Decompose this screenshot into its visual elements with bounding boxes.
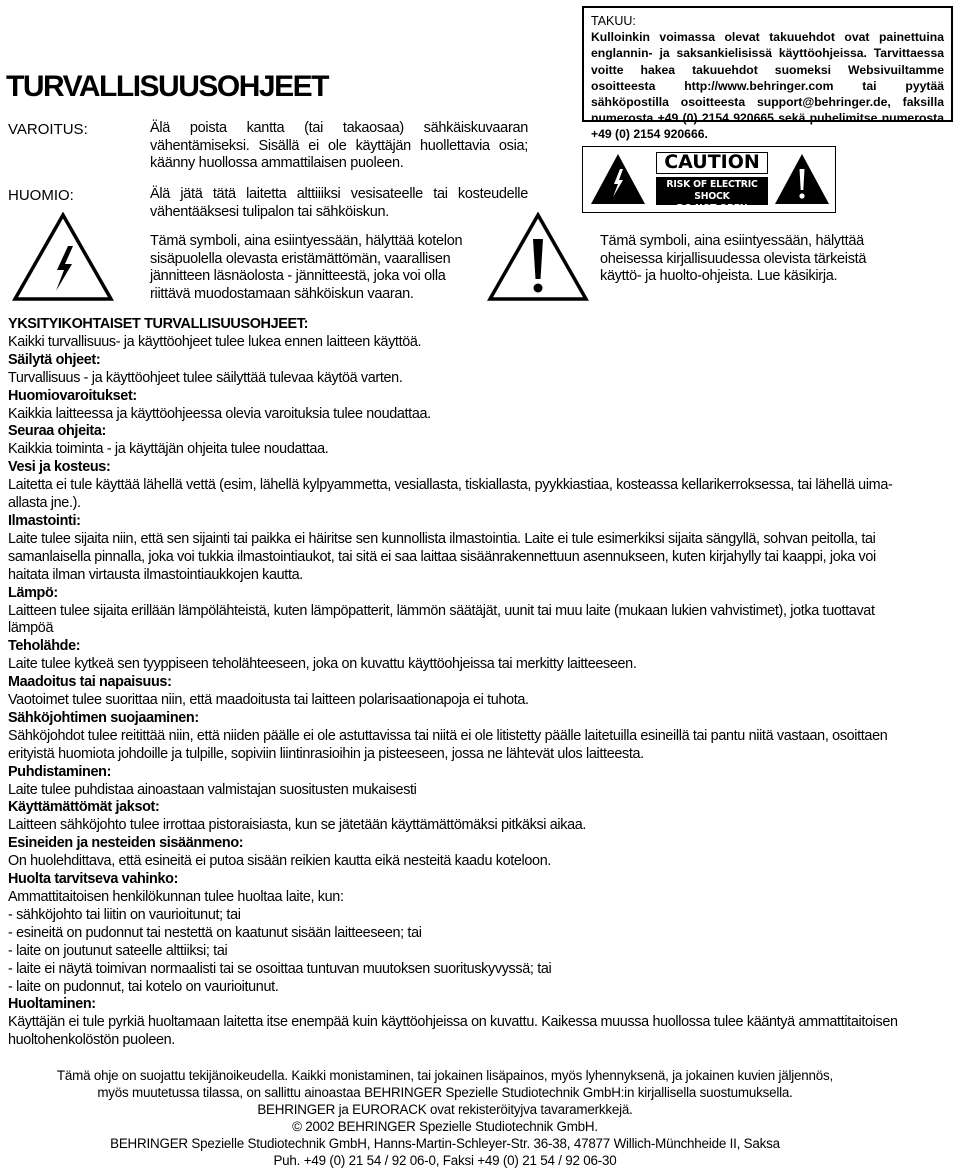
warning-label: VAROITUS: [8,121,88,138]
section-body: Laite tulee puhdistaa ainoastaan valmistajan suositusten mukaisesti [8,781,417,798]
section-title: Huomiovaroitukset: [8,387,137,404]
copyright-footer [0,1067,890,1169]
exclamation-warning-icon [487,212,589,302]
section-title: Esineiden ja nesteiden sisäänmeno: [8,835,244,852]
damage-list-item: - esineitä on pudonnut tai nestettä on kaatunut sisään laitteeseen; tai [8,924,422,941]
section-body: Kaikkia laitteessa ja käyttöohjeessa olevia varoituksia tulee noudattaa. [8,405,431,422]
section-title: Ilmastointi: [8,512,81,529]
lightning-symbol-text: Tämä symboli, aina esiintyessään, hälyttää kotelon sisäpuolella olevasta eristämättömän, vaarallisen jännitteen läsnäolosta - jännitteestä, joka voi olla riittävä muodostamaan sähköiskun vaaran. [150,233,463,302]
section-body: Laitteen tulee sijaita erillään lämpölähteistä, kuten lämpöpatterit, lämmön säätäjät, uunit tai muu laite (mukaan lukien vahvistimet), jotka tuottavat lämpöä [8,602,875,637]
warranty-box [582,6,953,142]
detailed-intro: Kaikki turvallisuus- ja käyttöohjeet tulee lukea ennen laitteen käyttöä. [8,333,422,350]
servicing-body: Käyttäjän ei tule pyrkiä huoltamaan laitetta itse enempää kuin käyttöohjeissa on kuvattu. Kaikessa muussa huollossa tulee kääntyä ammattitaitoisen huoltohenkolöstön puoleen. [8,1014,898,1049]
section-body: Kaikkia toiminta - ja käyttäjän ohjeita tulee noudattaa. [8,441,329,458]
footer-line: © 2002 BEHRINGER Spezielle Studiotechnik GmbH. [292,1119,598,1134]
notice-text: Älä jätä tätä laitetta alttiiiksi vesisateelle tai kosteudelle vähentääksesi tulipalon tai sähköiskun. [150,186,528,220]
exclamation-symbol-text: Tämä symboli, aina esiintyessään, hälyttää oheisessa kirjallisuudessa olevista tärkeistä käyttö- ja huolto-ohjeista. Lue käsikirja. [600,233,867,284]
section-body: Laite tulee kytkeä sen tyyppiseen teholähteeseen, joka on kuvattu käyttöohjeissa tai merkitty laitteeseen. [8,656,637,673]
warranty-text: Kulloinkin voimassa olevat takuuehdot ovat painettuina englannin- ja saksankielisissä käyttöohjeissa. Tarvittaessa voitte hakea takuuehdot suomeksi Websivuiltamme osoitteesta http://www.behringer.com tai pyytää sähköpostilla osoitteesta support@behringer.de, faksilla numerosta +49 (0) 2154 920665 sekä puhelimitse numerosta +49 (0) 2154 920666. [591,30,944,142]
caution-subtext [656,177,768,214]
detailed-instructions [8,316,898,1050]
damage-list-item: - laite on joutunut sateelle alttiiksi; tai [8,942,228,959]
caution-lightning-icon [589,152,647,206]
section-title: Huolta tarvitseva vahinko: [8,871,179,888]
section-body: Turvallisuus - ja käyttöohjeet tulee säilyttää tulevaa käytöä varten. [8,369,403,386]
section-title: Vesi ja kosteus: [8,459,111,476]
section-title: Teholähde: [8,638,81,655]
section-title: Säilytä ohjeet: [8,351,101,368]
footer-line: Puh. +49 (0) 21 54 / 92 06-0, Faksi +49 (0) 21 54 / 92 06-30 [273,1153,617,1168]
warning-text: Älä poista kantta (tai takaosaa) sähkäiskuvaaran vähentämiseksi. Sisällä ei ole käyttäjän huollettavia osia; käänny huollossa ammattilaisen puoleen. [150,120,528,171]
section-title: Puhdistaminen: [8,763,112,780]
section-body: On huolehdittava, että esineitä ei putoa sisään reikien kautta eikä nesteitä kaadu koteloon. [8,853,552,870]
section-title: Lämpö: [8,584,58,601]
caution-word: CAUTION [656,152,768,174]
detailed-heading: YKSITYIKOHTAISET TURVALLISUUSOHJEET: [8,316,309,332]
section-body: Ammattitaitoisen henkilökunnan tulee huoltaa laite, kun: [8,889,344,905]
section-title: Sähköjohtimen suojaaminen: [8,709,199,726]
notice-label: HUOMIO: [8,187,74,204]
section-body: Laitetta ei tule käyttää lähellä vettä (esim, lähellä kylpyammetta, vesiallasta, tiskiallasta, pyykkiastiaa, kosteassa kellarikerroksessa, tai lähellä uima-allasta jne.). [8,477,893,512]
lightning-warning-icon [12,212,114,302]
damage-list-item: - laite ei näytä toimivan normaalisti tai se osoittaa tuntuvan muutoksen suorituskyvyssä; tai [8,960,552,977]
section-body: Sähköjohdot tulee reitittää niin, että niiden päälle ei ole astuttavissa tai niitä ei ole litistetty päälle laitetuilla esineillä tai pantu niitä vastaan, osoittaen erityistä huomiota johdoille ja tulpille, sopiviin liintinrasioihin ja pisteeseen, jossa ne lähtevät ulos laitteesta. [8,727,888,762]
caution-exclamation-icon [773,152,831,206]
caution-open-line: DO NOT OPEN [676,203,748,214]
damage-list-item: - sähköjohto tai liitin on vaurioitunut; tai [8,906,241,923]
section-title: Käyttämättömät jaksot: [8,799,160,816]
page-title: TURVALLISUUSOHJEET [6,70,328,103]
caution-risk-line: RISK OF ELECTRIC SHOCK [666,179,758,202]
footer-line: Tämä ohje on suojattu tekijänoikeudella. Kaikki monistaminen, tai jokainen lisäpainos, myös lyhennyksenä, ja jokainen kuvien jäljennös, [56,1068,834,1083]
caution-label-panel [582,146,836,213]
footer-line: myös muutetussa tilassa, on sallittu ainoastaa BEHRINGER Spezielle Studiotechnik GmbH:in kirjallisella suostumuksella. [97,1085,793,1100]
footer-line: BEHRINGER Spezielle Studiotechnik GmbH, Hanns-Martin-Schleyer-Str. 36-38, 47877 Willich-Münchheide II, Saksa [110,1136,780,1151]
section-body: Laitteen sähköjohto tulee irrottaa pistoraisiasta, kun se jätetään käyttämättömäksi pitkäksi aikaa. [8,817,587,834]
damage-list-item: - laite on pudonnut, tai kotelo on vaurioitunut. [8,978,279,995]
section-body: Vaotoimet tulee suorittaa niin, että maadoitusta tai laitteen polarisaationapoja ei tuhota. [8,692,529,709]
section-body: Laite tulee sijaita niin, että sen sijainti tai paikka ei häiritse sen kunnollista ilmastointia. Laite ei tule esimerkiksi sijaita sängyllä, sohvan peitolla, tai samanlaisella pinnalla, joka voi tukkia ilmastointiaukot, tai sitä ei saa laittaa sisäänrakennettuun asennukseen, kuten kirjahylly tai kaappi, joka voi haitata ilman virtausta ilmastointiaukkojen kautta. [8,530,876,583]
servicing-title: Huoltaminen: [8,996,96,1013]
footer-line: BEHRINGER ja EURORACK ovat rekisteröityjva tavaramerkkejä. [257,1102,633,1117]
section-title: Maadoitus tai napaisuus: [8,674,172,691]
section-title: Seuraa ohjeita: [8,423,106,440]
warranty-title: TAKUU: [591,14,636,28]
